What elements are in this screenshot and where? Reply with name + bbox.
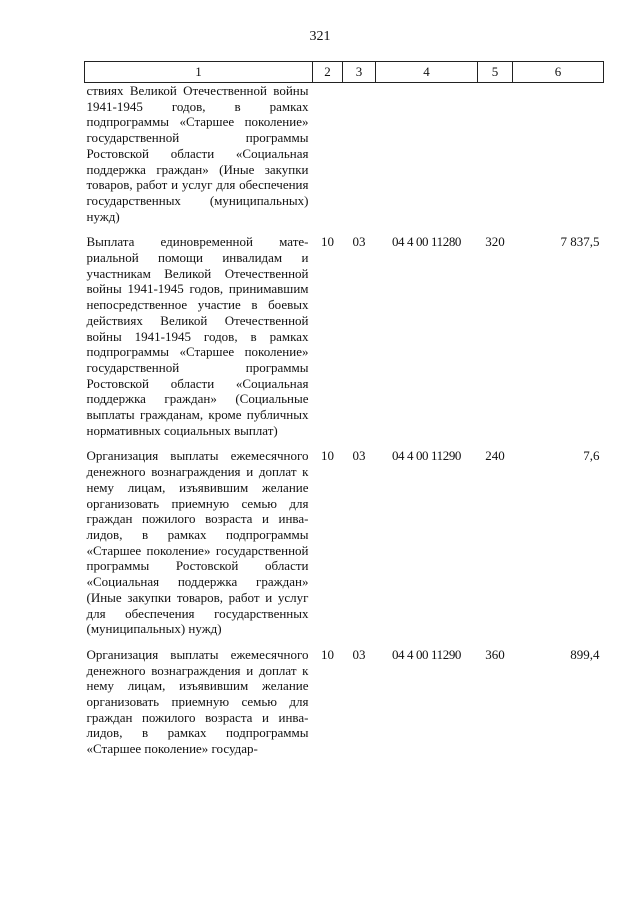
table-row <box>85 83 604 234</box>
row-name: Организация выплаты ежемесячного денежного вознаграждения и доплат к нему лицам, изъявившим желание организовать приемную семью для граждан пожилого возраста и инвалидов, в рамках подпрограммы «Старшее поколение» государственной программы Ростовской области «Социальная поддержка граждан» (Иные закупки товаров, работ и услуг для обеспечения государственных (муниципальных) нужд) <box>86 448 309 637</box>
header-col-4: 4 <box>376 62 478 83</box>
row-amount: 7,6 <box>583 448 600 464</box>
row-subsection: 03 <box>352 646 366 662</box>
row-amount <box>513 83 604 234</box>
row-section <box>313 83 343 234</box>
header-col-3: 3 <box>343 62 376 83</box>
row-amount: 899,4 <box>570 646 600 662</box>
row-subsection <box>343 83 376 234</box>
row-name: Выплата единовременной материальной помощи инвалидам и участникам Великой Отечественной войны 1941-1945 годов, принимавшим непосредственное участие в боевых действиях Великой Отечественной войны 1941-1945 годов, в рамках подпрограммы «Старшее поколение» государственной программы Ростовской области «Социальная поддержка граждан» (Социальные выплаты гражданам, кроме публичных нормативных социальных выплат) <box>86 234 309 438</box>
row-name: Организация выплаты ежемесячного денежного вознаграждения и доплат к нему лицам, изъявившим желание организовать приемную семью для граждан пожилого возраста и инвалидов, в рамках подпрограммы «Старшее поколение» государ- <box>86 646 309 757</box>
row-section: 10 <box>321 646 334 662</box>
row-target-article: 04 4 00 11290 <box>391 646 462 662</box>
row-expense-type <box>478 83 513 234</box>
page-number: 321 <box>309 29 331 44</box>
row-target-article: 04 4 00 11290 <box>391 448 462 464</box>
table-row <box>85 233 604 447</box>
header-col-1: 1 <box>85 62 313 83</box>
table-row <box>85 646 604 766</box>
row-target-article <box>376 83 478 234</box>
row-name: ствиях Великой Отечественной войны 1941-1945 годов, в рамках подпрограммы «Старшее поколение» государственной программы Ростовской области «Социальная поддержка граждан» (Иные закупки товаров, работ и услуг для обеспечения государственных (муниципальных) нужд) <box>86 83 309 224</box>
row-expense-type: 240 <box>485 448 505 464</box>
row-expense-type: 360 <box>485 646 505 662</box>
row-section: 10 <box>321 234 334 250</box>
table-row <box>85 447 604 645</box>
row-section: 10 <box>321 448 334 464</box>
header-col-2: 2 <box>313 62 343 83</box>
header-col-6: 6 <box>513 62 604 83</box>
row-subsection: 03 <box>352 234 366 250</box>
budget-table <box>84 61 604 766</box>
row-target-article: 04 4 00 11280 <box>391 234 462 250</box>
row-subsection: 03 <box>352 448 366 464</box>
table-header <box>85 62 604 83</box>
row-amount: 7 837,5 <box>560 234 600 250</box>
row-expense-type: 320 <box>485 234 505 250</box>
header-col-5: 5 <box>478 62 513 83</box>
